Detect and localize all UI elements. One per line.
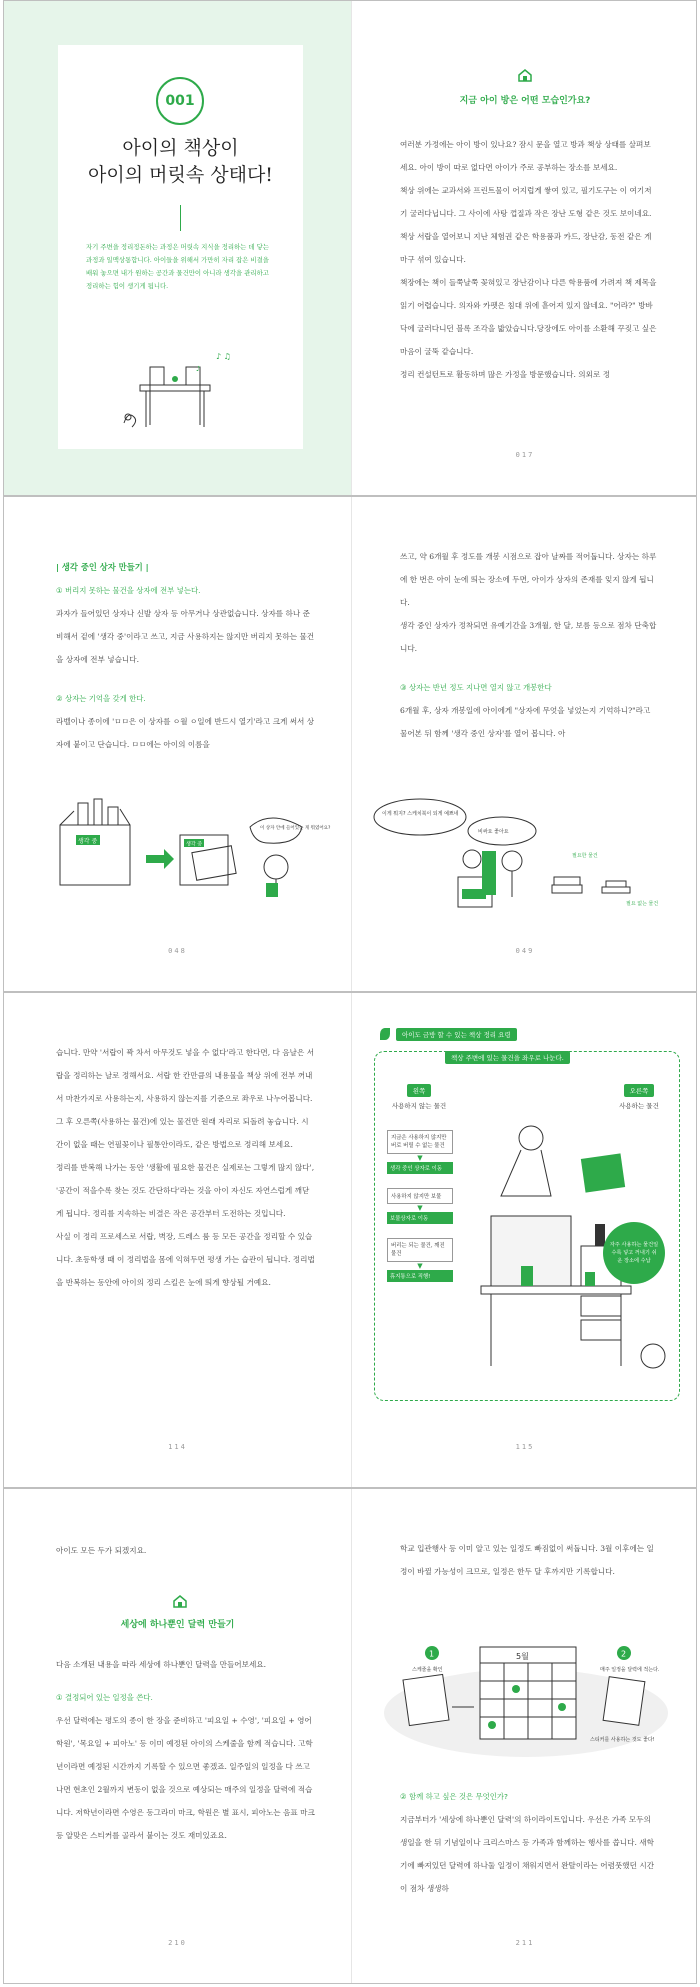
- svg-text:1: 1: [429, 1649, 435, 1659]
- paragraph: 아이도 모든 두가 되겠지요.: [56, 1546, 147, 1555]
- body-text: [56, 1041, 315, 1294]
- chapter-number: 001: [165, 93, 195, 109]
- page-right: [351, 1489, 698, 1983]
- page-left: [4, 993, 351, 1487]
- panel-title-bar: [380, 1025, 682, 1043]
- bubble-left: 이 상자 안에 들어있는 게 뭐였어요?: [260, 826, 331, 831]
- calendar-header: 5월: [516, 1652, 529, 1661]
- page-number: 017: [515, 451, 535, 459]
- step2-text: 라벨이나 종이에 'ㅁㅁ은 이 상자를 ㅇ월 ㅇ일에 반드시 열기'라고 크게 써서 상자에 붙이고 단습니다. ㅁㅁ에는 아이의 이름을: [56, 717, 315, 749]
- paragraph: 우선 달력에는 평도의 종이 한 장을 준비하고 '피요일 + 수영', '피요일 + 영어학원', '목요일 + 피아노' 등 이미 예정된 아이의 스케줄을 함께 적습니다. 고학년이라면 예정된 시간까지 기록할 수 있으면 좋겠죠. 일주일의 일정을 다 쓰고 나면 현초인 2월까지 변동이 없을 것으로 예상되는 매주의 일정을 달력에 적습니다. 저학년이라면 수영은 동그라미 마크, 학원은 별 표시, 피아노는 음표 마크 등 알맞은 스티커를 골라서 붙이는 것도 재미있죠요.: [56, 1716, 315, 1840]
- paragraph: 지금부터가 '세상에 하나뿐인 달력'의 하이라이트입니다. 우선은 가족 모두의 생일을 한 뒤 기념일이나 크리스마스 등 가족과 함께하는 행사를 씁니다. 새학기에 빠져있던 달력에 하나둘 일정이 채워지면서 완탈이라는 어렴풋했던 시간이 점차 생생하: [400, 1815, 655, 1893]
- svg-text:♪ ♫: ♪ ♫: [216, 352, 231, 361]
- chapter-title: [58, 135, 303, 189]
- home-icon: [517, 67, 533, 81]
- left-label-pill: 왼쪽: [407, 1084, 432, 1097]
- memo-label: 생각 중: [186, 841, 203, 848]
- chapter-intro: 자기 주변을 정리정돈하는 과정은 머릿속 지식을 정리하는 데 닿는 과정과 일맥상통합니다. 아이들을 위해서 가만히 자리 잡은 비결을 배워 놓으면 내가 원하는 공간과 물건만이 아니라 생각을 관리하고 정리하는 힘이 생기게 됩니다.: [86, 243, 269, 290]
- right-label-sub: 사용하는 물건: [619, 1102, 659, 1110]
- chapter-page: [4, 1, 351, 495]
- paragraph: 습니다. 만약 '서랍이 꽉 차서 아무것도 넣을 수 없다'라고 한다면, 다 음날은 서랍을 정리하는 날로 정해서요. 서랍 한 칸만큼의 내용물을 책상 위에 전부 꺼내서 마찬가지로 사용하는지, 사용하지 않는지를 기준으로 좌우로 나누어봅니다. 그 후 오른쪽(사용하는 물건)에 있는 물건만 원래 자리로 되돌려 놓습니다. 시간이 없을 때는 연필꽂이나 필통안이라도, 같은 방법으로 정리해 보세요.: [56, 1048, 315, 1149]
- body-text: [56, 579, 315, 756]
- paragraph: 여러분 가정에는 아이 방이 있나요? 잠시 문을 열고 방과 책상 상태를 살펴보세요. 아이 방이 따로 없다면 아이가 주로 공부하는 장소를 보세요.: [400, 140, 651, 172]
- title-divider: [180, 205, 181, 231]
- chapter-title-line2: 아이의 머릿속 상태다!: [88, 164, 273, 186]
- spread-2: [3, 496, 697, 992]
- section-heading: 세상에 하나뿐인 달력 만들기: [120, 1620, 235, 1630]
- bubble-right-1: 이게 뭐지? 스케치북이 되게 예쁘네: [382, 811, 459, 817]
- paragraph: 정리 컨설턴트로 활동하며 많은 가정을 방문했습니다. 의외로 정: [400, 370, 611, 379]
- step1-title: ① 결정되어 있는 일정을 쓴다.: [56, 1693, 153, 1702]
- opening-box-illustration: [362, 787, 692, 917]
- left-label-sub: 사용하지 않는 물건: [391, 1102, 447, 1110]
- right-note: 자주 사용하는 물건일수록 넣고 꺼내기 쉬운 장소에 수납: [603, 1222, 665, 1284]
- page-right: [351, 993, 698, 1487]
- callout-3: 스티커를 사용하는 것도 좋다!: [590, 1737, 655, 1743]
- page-number: 211: [515, 1939, 535, 1947]
- tag-right-2: 필요 없는 물건: [626, 901, 659, 907]
- body-text: [56, 1653, 315, 1847]
- tips-panel: [374, 1051, 680, 1401]
- spread-4: [3, 1488, 697, 1984]
- body-text: [400, 1537, 658, 1583]
- step3-text: 6개월 후, 상자 개봉일에 아이에게 "상자에 무엇을 넣었는지 기억하니?"라고 물어본 뒤 함께 '생각 중인 상자'를 열어 봅니다. 아: [400, 706, 651, 738]
- page-number: 114: [168, 1443, 187, 1451]
- flow-item: 사용하지 않지만 보물: [387, 1188, 453, 1204]
- spread-3: [3, 992, 697, 1488]
- chapter-title-line1: 아이의 책상이: [122, 137, 239, 159]
- flow-action: 생각 중인 상자로 이동: [387, 1162, 453, 1174]
- panel-title: 아이도 금방 할 수 있는 책상 정리 요령: [396, 1028, 517, 1041]
- home-icon: [172, 1593, 188, 1607]
- body-text: [400, 133, 658, 386]
- box-label: 생각 중: [78, 838, 98, 845]
- step3-title: ③ 상자는 반년 정도 지나면 열지 않고 개봉한다: [400, 683, 552, 692]
- box-title: | 생각 중인 상자 만들기 |: [56, 562, 149, 572]
- right-label: [609, 1078, 669, 1110]
- left-label: [391, 1078, 447, 1110]
- step2-title: ② 상자는 기억을 갖게 한다.: [56, 694, 146, 703]
- tag-right-1: 필요한 물건: [572, 853, 598, 859]
- page-right: [351, 497, 698, 991]
- paragraph: 쓰고, 약 6개월 후 정도를 개봉 시점으로 잡아 날짜를 적어둡니다. 상자는 하루에 한 번은 아이 눈에 띄는 장소에 두면, 아이가 상자의 존재를 잊지 않게 됩니다.: [400, 552, 657, 607]
- paragraph: 학교 입관행사 등 이미 알고 있는 일정도 빠짐없이 써둡니다. 3월 이후에는 일정이 바뀔 가능성이 크므로, 일정은 한두 달 후까지만 기록합니다.: [400, 1544, 654, 1576]
- callout-1: 스케줄을 확인: [412, 1667, 443, 1673]
- paragraph: 다음 소개된 내용을 따라 세상에 하나뿐인 달력을 만들어보세요.: [56, 1660, 267, 1669]
- flow-item: 버리는 되는 물건, 깨진 물건: [387, 1238, 453, 1262]
- section-heading: 지금 아이 방은 어떤 모습인가요?: [459, 96, 591, 106]
- left-top-text: [56, 1539, 315, 1562]
- box-illustration: [54, 797, 331, 897]
- paragraph: 사실 이 정리 프로세스로 서랍, 벽장, 드레스 룸 등 모든 공간을 정리할 수 있습니다. 초등학생 때 이 정리법을 몸에 익혀두면 평생 가는 습관이 됩니다. 정리법을 반복하는 동안에 아이의 정리 스킬은 눈에 띄게 향상될 거예요.: [56, 1232, 315, 1287]
- page-left: [4, 497, 351, 991]
- callout-2: 매주 일정을 달력에 적는다.: [600, 1667, 660, 1673]
- leaf-icon: [380, 1028, 390, 1040]
- page-number: 049: [515, 947, 535, 955]
- page-left: [4, 1489, 351, 1983]
- svg-text:2: 2: [621, 1649, 627, 1659]
- step2-title: ② 함께 하고 싶은 것은 무엇인가?: [400, 1792, 508, 1801]
- panel-banner: 책상 주변에 있는 물건을 좌우로 나눈다.: [445, 1051, 570, 1064]
- body-text: [400, 545, 658, 745]
- paragraph: 생각 중인 상자가 정착되면 유예기간을 3개월, 한 달, 보름 등으로 점차 단축합니다.: [400, 621, 657, 653]
- paragraph: 책장에는 책이 들쭉날쭉 꽂혀있고 장난감이나 다른 학용품에 가려져 책 제목을 읽기 어렵습니다. 의자와 카펫은 침대 위에 흩어져 있지 않네요. "어라?" 방바닥에 굴러다니던 블록 조각을 밟았습니다.당장에도 아이를 소환해 꾸짖고 싶은 마음이 굴뚝 같습니다.: [400, 278, 657, 356]
- flow-action: 보물상자로 이동: [387, 1212, 453, 1224]
- paragraph: 정리를 반복해 나가는 동안 '생활에 필요한 물건은 실제로는 그렇게 많지 않다', '공간이 적을수록 찾는 것도 간단하다'라는 것을 아이 자신도 자연스럽게 깨닫게 됩니다. 정리를 지속하는 비결은 작은 공간부터 도전하는 것입니다.: [56, 1163, 315, 1218]
- calendar-illustration: [376, 1637, 676, 1763]
- page-number: 115: [515, 1443, 535, 1451]
- step1-text: 과자가 들어있던 상자나 신발 상자 등 아무거나 상관없습니다. 상자를 하나 준비해서 겉에 '생각 중'이라고 쓰고, 지금 사용하지는 않지만 버리지 못하는 물건을 상자에 전부 넣습니다.: [56, 609, 315, 664]
- paragraph: 책상 위에는 교과서와 프린트물이 어지럽게 쌓여 있고, 필기도구는 이 여기저기 굴러다닙니다. 그 사이에 사탕 껍질과 작은 장난 도형 같은 것도 보이네요. 책상 서랍을 열어보니 지난 체험권 같은 학용품과 카드, 장난감, 동전 같은 게 마구 섞여 있습니다.: [400, 186, 652, 264]
- desk-illustration: [108, 345, 258, 435]
- body-text-2: [400, 1785, 658, 1900]
- svg-text:♪: ♪: [196, 365, 201, 373]
- chapter-number-badge: [156, 77, 204, 125]
- step1-title: ① 버리지 못하는 물건을 상자에 전부 넣는다.: [56, 586, 201, 595]
- left-flow: 지금은 사용하지 않지만 버로 버릴 수 없는 물건 ▼ 생각 중인 상자로 이동 사용하지 않지만 보물 ▼ 보물상자로 이동 버리는 되는 물건, 깨진 물건 ▼ 휴지통으로 직행!: [387, 1130, 453, 1282]
- flow-item: 지금은 사용하지 않지만 버로 버릴 수 없는 물건: [387, 1130, 453, 1154]
- page-number: 048: [168, 947, 187, 955]
- bubble-right-2: 비싸요 좋아요: [478, 829, 509, 835]
- flow-action: 휴지통으로 직행!: [387, 1270, 453, 1282]
- content-page: [351, 1, 698, 495]
- page-number: 210: [168, 1939, 187, 1947]
- right-label-pill: 오른쪽: [624, 1084, 655, 1097]
- spread-1: [3, 0, 697, 496]
- chapter-card: [58, 45, 303, 449]
